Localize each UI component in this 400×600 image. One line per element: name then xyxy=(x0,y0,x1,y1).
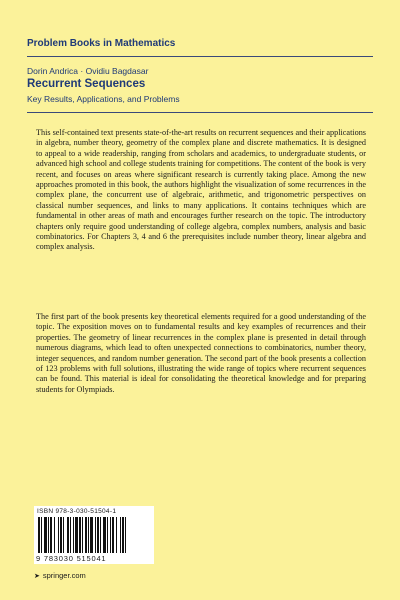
publisher-url: springer.com xyxy=(42,571,86,580)
isbn-number: ISBN 978-3-030-51504-1 xyxy=(37,508,117,515)
blurb-paragraph-1: This self-contained text presents state-of-the-art results on recurrent sequences and their applications in algebra, number theory, geometry of the complex plane and discrete mathematics. It is designed to appeal to a wide readership, ranging from scholars and academics, to undergraduate students, or advanced high school and college students training for competitions. The content of the book is very recent, and focuses on areas where significant research is currently taking place. Among the new approaches promoted in this book, the authors highlight the visualization of some recurrences in the complex plane, the concurrent use of algebraic, arithmetic, and trigonometric perspectives on classical number sequences, and links to many applications. It contains techniques which are fundamental in other areas of math and encourages further research on the topic. The introductory chapters only require good understanding of college algebra, complex numbers, analysis and basic combinatorics. For Chapters 3, 4 and 6 the prerequisites include number theory, linear algebra and complex analysis. xyxy=(36,128,366,252)
barcode xyxy=(34,506,154,564)
barcode-bars xyxy=(38,517,150,553)
publisher-link[interactable] xyxy=(34,571,86,580)
author-names: Dorin Andrica · Ovidiu Bagdasar xyxy=(27,66,149,76)
book-subtitle: Key Results, Applications, and Problems xyxy=(27,94,180,104)
header-rule xyxy=(27,56,373,57)
series-name: Problem Books in Mathematics xyxy=(27,38,176,49)
book-title: Recurrent Sequences xyxy=(27,78,146,90)
blurb-paragraph-2: The first part of the book presents key theoretical elements required for a good understanding of the topic. The exposition moves on to fundamental results and key examples of recurrences and their properties. The geometry of linear recurrences in the complex plane is presented in detail through numerous diagrams, which lead to often unexpected connections to combinatorics, number theory, integer sequences, and random number generation. The second part of the book presents a collection of 123 problems with full solutions, illustrating the wide range of topics where recurrent sequences can be found. This material is ideal for consolidating the theoretical knowledge and for preparing students for Olympiads. xyxy=(36,312,366,394)
title-rule xyxy=(27,112,373,113)
arrow-icon: ➤ xyxy=(34,572,40,580)
barcode-digits: 9 783030 515041 xyxy=(36,554,107,563)
